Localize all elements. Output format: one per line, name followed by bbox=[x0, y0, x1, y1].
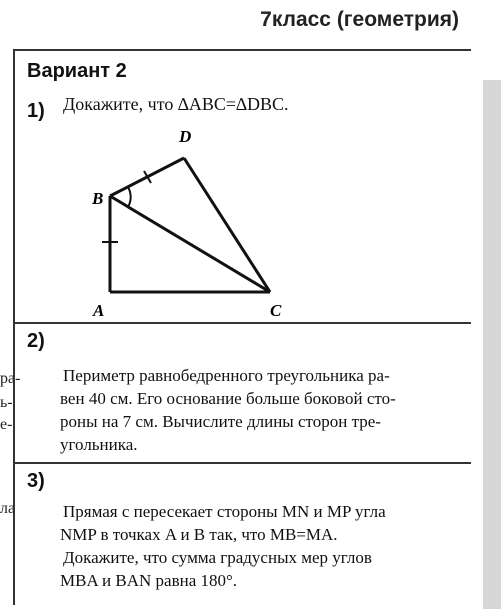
header-title: 7класс (геометрия) bbox=[260, 8, 459, 31]
variant-title: Вариант 2 bbox=[27, 60, 127, 82]
divider bbox=[13, 322, 471, 324]
point-label-B: B bbox=[92, 189, 104, 208]
question-2-text bbox=[60, 364, 470, 456]
left-fragment: ра- bbox=[0, 370, 21, 387]
page-header bbox=[0, 0, 501, 40]
question-3-line: MBA и BAN равна 180°. bbox=[60, 571, 238, 590]
question-3-line: Докажите, что сумма градусных мер углов bbox=[63, 548, 372, 567]
segment-BC bbox=[110, 196, 270, 292]
question-3-text bbox=[60, 500, 470, 592]
angle-arc-B bbox=[128, 187, 131, 207]
question-2-line: вен 40 см. Его основание больше боковой сто- bbox=[60, 389, 396, 408]
question-2-line: угольника. bbox=[60, 435, 138, 454]
point-label-D: D bbox=[179, 127, 192, 146]
question-2-line: роны на 7 см. Вычислите длины сторон тре- bbox=[60, 412, 381, 431]
question-1-text: Докажите, что ∆ABC=∆DBC. bbox=[63, 94, 289, 114]
divider bbox=[13, 462, 471, 464]
question-3-line: Прямая c пересекает стороны MN и MP угла bbox=[63, 502, 386, 521]
point-label-C: C bbox=[270, 301, 282, 320]
left-fragment: ла bbox=[0, 500, 16, 517]
left-fragment: ь- bbox=[0, 394, 13, 411]
right-page-edge bbox=[483, 80, 501, 609]
question-1-number: 1) bbox=[27, 100, 45, 122]
point-label-A: A bbox=[93, 301, 105, 320]
question-3-line: NMP в точках A и B так, что MB=MA. bbox=[60, 525, 338, 544]
segment-DC bbox=[184, 158, 270, 292]
left-fragment: е- bbox=[0, 416, 13, 433]
question-2-line: Периметр равнобедренного треугольника ра- bbox=[63, 366, 390, 385]
triangle-figure bbox=[80, 120, 300, 320]
question-2-number: 2) bbox=[27, 330, 45, 352]
question-3-number: 3) bbox=[27, 470, 45, 492]
